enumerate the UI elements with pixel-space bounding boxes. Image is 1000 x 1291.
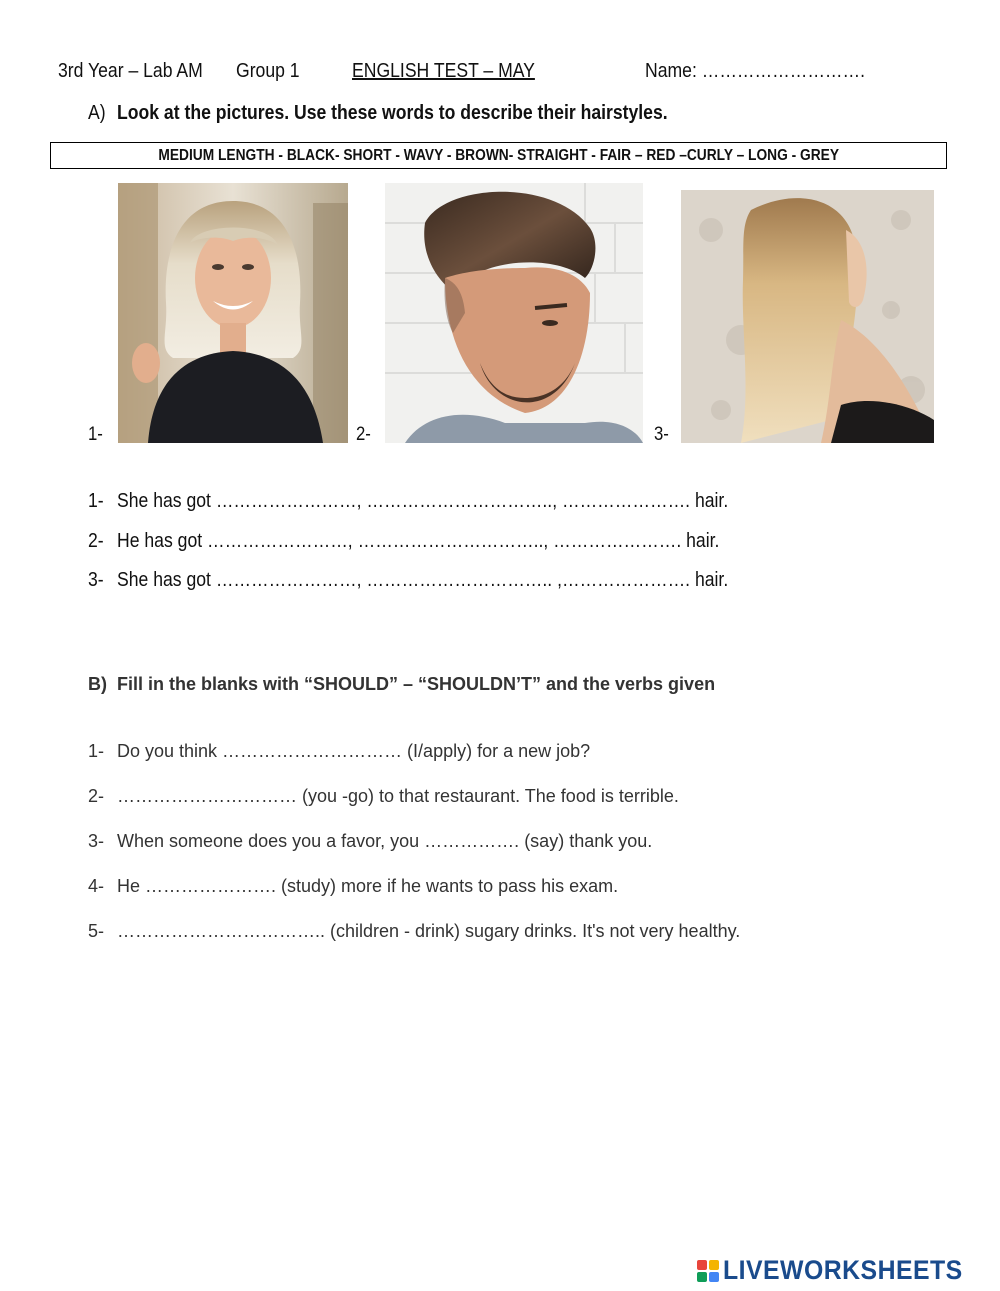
logo-text: LIVEWORKSHEETS bbox=[723, 1255, 963, 1285]
photo-2-illustration bbox=[385, 183, 643, 443]
section-a-instruction: Look at the pictures. Use these words to describe their hairstyles. bbox=[117, 102, 668, 124]
photo-woman-long-straight bbox=[681, 190, 934, 443]
sentence-a-3-fill[interactable]: She has got ……………………, ………………………….. ,…………………. hair. bbox=[117, 569, 729, 591]
logo-block-blue bbox=[709, 1272, 719, 1282]
item-b-1-fill[interactable]: Do you think ………………………… (I/apply) for a new job? bbox=[117, 741, 591, 761]
word-bank bbox=[50, 142, 947, 169]
logo-block-red bbox=[697, 1260, 707, 1270]
name-field[interactable]: Name: ………………………. bbox=[645, 60, 866, 82]
picture-label-3: 3- bbox=[654, 424, 669, 445]
logo-block-green bbox=[697, 1272, 707, 1282]
item-b-4-num: 4- bbox=[88, 876, 105, 896]
logo-block-yellow bbox=[709, 1260, 719, 1270]
section-b-letter: B) bbox=[88, 674, 107, 694]
item-b-5-num: 5- bbox=[88, 921, 105, 941]
picture-label-2: 2- bbox=[356, 424, 371, 445]
picture-label-1: 1- bbox=[88, 424, 103, 445]
item-b-1-num: 1- bbox=[88, 741, 105, 761]
sentence-a-3-num: 3- bbox=[88, 569, 104, 591]
photo-woman-wavy-blonde bbox=[118, 183, 348, 443]
word-bank-text: MEDIUM LENGTH - BLACK- SHORT - WAVY - BROWN- STRAIGHT - FAIR – RED –CURLY – LONG - GREY bbox=[158, 146, 839, 164]
class-info: 3rd Year – Lab AM bbox=[58, 60, 203, 82]
test-title: ENGLISH TEST – MAY bbox=[352, 60, 535, 82]
item-b-4-fill[interactable]: He …………………. (study) more if he wants to pass his exam. bbox=[117, 876, 619, 896]
photo-man-short-brown bbox=[385, 183, 643, 443]
photo-3-illustration bbox=[681, 190, 934, 443]
item-b-3-fill[interactable]: When someone does you a favor, you ……………. (say) thank you. bbox=[117, 831, 653, 851]
section-b-instruction: Fill in the blanks with “SHOULD” – “SHOULDN’T” and the verbs given bbox=[117, 674, 716, 694]
group-label: Group 1 bbox=[236, 60, 300, 82]
item-b-5-fill[interactable]: …………………………….. (children - drink) sugary drinks. It's not very healthy. bbox=[117, 921, 741, 941]
item-b-2-num: 2- bbox=[88, 786, 105, 806]
item-b-3-num: 3- bbox=[88, 831, 105, 851]
liveworksheets-logo bbox=[697, 1255, 984, 1286]
sentence-a-2-fill[interactable]: He has got ……………………, ………………………….., …………………. hair. bbox=[117, 530, 720, 552]
section-a-letter: A) bbox=[88, 102, 106, 124]
sentence-a-1-num: 1- bbox=[88, 490, 104, 512]
item-b-2-fill[interactable]: ………………………… (you -go) to that restaurant. The food is terrible. bbox=[117, 786, 679, 806]
photo-1-illustration bbox=[118, 183, 348, 443]
sentence-a-2-num: 2- bbox=[88, 530, 104, 552]
logo-blocks-icon bbox=[697, 1260, 719, 1282]
sentence-a-1-fill[interactable]: She has got ……………………, ………………………….., …………………. hair. bbox=[117, 490, 729, 512]
